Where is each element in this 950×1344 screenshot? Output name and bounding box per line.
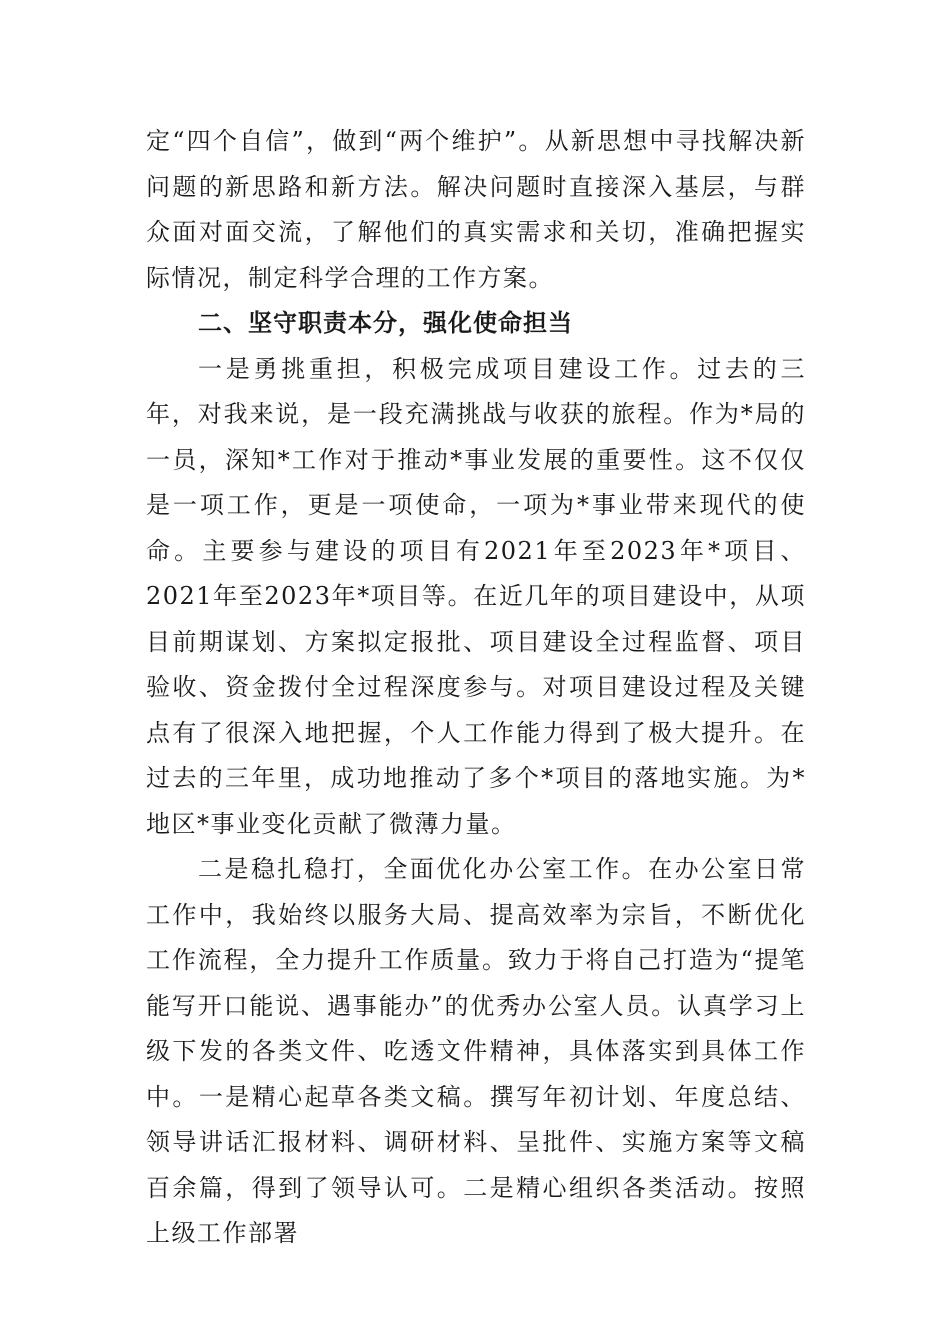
paragraph-project-construction: 一是勇挑重担，积极完成项目建设工作。过去的三年，对我来说，是一段充满挑战与收获的旅程。作为*局的一员，深知*工作对于推动*事业发展的重要性。这不仅仅是一项工作，更是一项使命，一项为*事业带来现代的使命。主要参与建设的项目有2021年至2023年*项目、2021年至2023年*项目等。在近几年的项目建设中，从项目前期谋划、方案拟定报批、项目建设全过程监督、项目验收、资金拨付全过程深度参与。对项目建设过程及关键点有了很深入地把握，个人工作能力得到了极大提升。在过去的三年里，成功地推动了多个*项目的落地实施。为*地区*事业变化贡献了微薄力量。 (146, 354, 806, 838)
section-heading: 二、坚守职责本分，强化使命担当 (198, 309, 573, 337)
paragraph-office-work: 二是稳扎稳打，全面优化办公室工作。在办公室日常工作中，我始终以服务大局、提高效率为宗旨，不断优化工作流程，全力提升工作质量。致力于将自己打造为“提笔能写开口能说、遇事能办”的优秀办公室人员。认真学习上级下发的各类文件、吃透文件精神，具体落实到具体工作中。一是精心起草各类文稿。撰写年初计划、年度总结、领导讲话汇报材料、调研材料、呈批件、实施方案等文稿百余篇，得到了领导认可。二是精心组织各类活动。按照上级工作部署 (146, 855, 806, 1247)
paragraph-continuation: 定“四个自信”，做到“两个维护”。从新思想中寻找解决新问题的新思路和新方法。解决问题时直接深入基层，与群众面对面交流，了解他们的真实需求和关切，准确把握实际情况，制定科学合理的工作方案。 (146, 127, 806, 292)
document-body (146, 119, 806, 1257)
